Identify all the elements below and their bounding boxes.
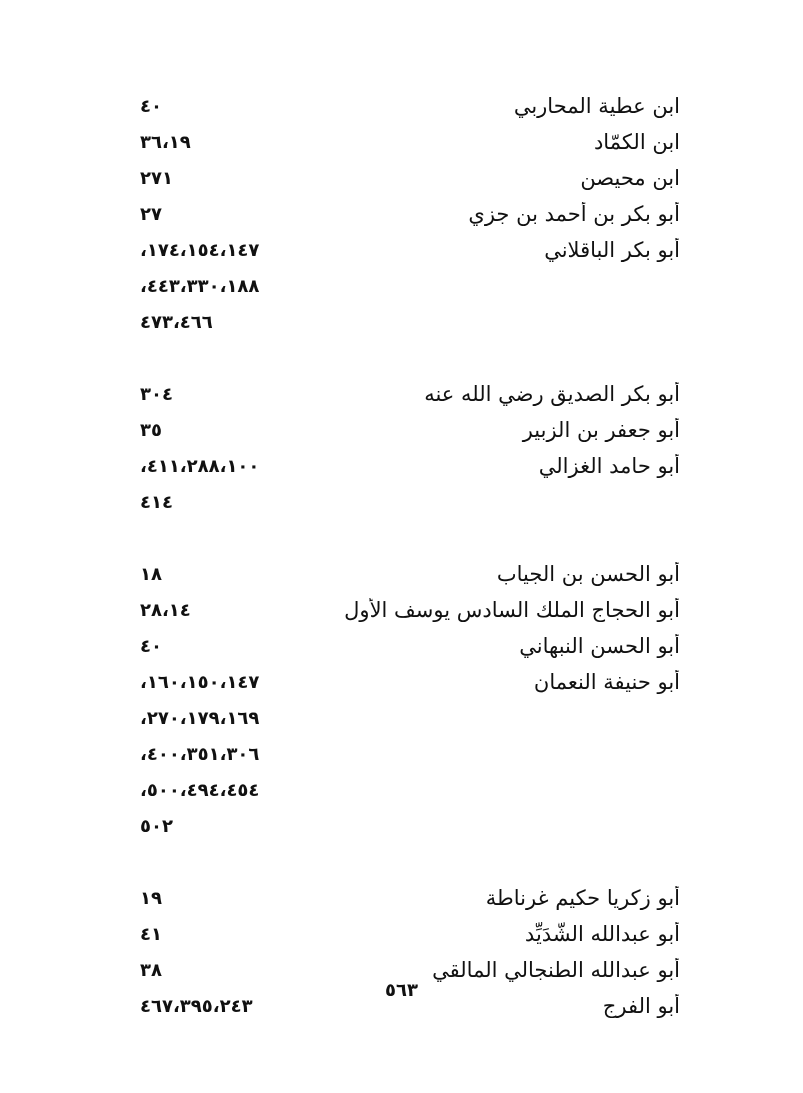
entry-pages: ٤١٤ bbox=[140, 491, 173, 513]
entry-name: أبو بكر بن أحمد بن جزي bbox=[468, 202, 680, 226]
entry-pages: ١٩ bbox=[140, 887, 162, 909]
entry-name: ابن عطية المحاربي bbox=[513, 94, 680, 118]
entry-pages: ٢٨،١٤ bbox=[140, 599, 191, 621]
index-row bbox=[60, 232, 680, 268]
index-row bbox=[60, 880, 680, 916]
entry-name: أبو الحجاج الملك السادس يوسف الأول bbox=[344, 598, 680, 622]
entry-name: أبو حامد الغزالي bbox=[538, 454, 680, 478]
index-row bbox=[60, 664, 680, 700]
index-row bbox=[60, 556, 680, 592]
entry-name: ابن الكمّاد bbox=[593, 130, 680, 154]
entry-pages: ٤٠٠،٣٥١،٣٠٦، bbox=[140, 743, 260, 765]
entry-pages: ١٧٤،١٥٤،١٤٧، bbox=[140, 239, 260, 261]
index-row bbox=[60, 124, 680, 160]
entry-name: أبو عبدالله الطنجالي المالقي bbox=[432, 958, 680, 982]
entry-pages: ٤٠ bbox=[140, 95, 162, 117]
entry-pages: ٢٧٠،١٧٩،١٦٩، bbox=[140, 707, 260, 729]
entry-pages: ١٨ bbox=[140, 563, 162, 585]
entry-pages: ٣٦،١٩ bbox=[140, 131, 191, 153]
entry-name: أبو الحسن بن الجياب bbox=[496, 562, 680, 586]
index-row bbox=[60, 916, 680, 952]
entry-name: أبو الفرج bbox=[602, 994, 680, 1018]
entry-name: ابن محيصن bbox=[580, 166, 680, 190]
entry-pages: ٣٨ bbox=[140, 959, 162, 981]
index-row bbox=[60, 484, 680, 520]
index-row bbox=[60, 592, 680, 628]
index-row bbox=[60, 808, 680, 844]
entry-pages: ٥٠٢ bbox=[140, 815, 173, 837]
index-row bbox=[60, 520, 680, 556]
entry-pages: ٥٠٠،٤٩٤،٤٥٤، bbox=[140, 779, 260, 801]
entry-pages: ٤٤٣،٣٣٠،١٨٨، bbox=[140, 275, 260, 297]
entry-pages: ٢٧١ bbox=[140, 167, 173, 189]
index-row bbox=[60, 772, 680, 808]
entry-name: أبو الحسن النبهاني bbox=[519, 634, 680, 658]
index-row bbox=[60, 268, 680, 304]
entry-pages: ٤٧٣،٤٦٦ bbox=[140, 311, 213, 333]
entry-pages: ٣٠٤ bbox=[140, 383, 173, 405]
index-row bbox=[60, 736, 680, 772]
entry-pages: ١٦٠،١٥٠،١٤٧، bbox=[140, 671, 260, 693]
entry-name: أبو بكر الصديق رضي الله عنه bbox=[424, 382, 680, 406]
index-row bbox=[60, 700, 680, 736]
entry-pages: ٤١ bbox=[140, 923, 162, 945]
index-row bbox=[60, 304, 680, 340]
entry-pages: ٤٠ bbox=[140, 635, 162, 657]
entry-name: أبو عبدالله الشُّدَيِّد bbox=[524, 922, 680, 946]
index-row bbox=[60, 628, 680, 664]
entry-name: أبو جعفر بن الزبير bbox=[522, 418, 680, 442]
index-list bbox=[60, 88, 680, 1024]
entry-pages: ٢٧ bbox=[140, 203, 162, 225]
index-row bbox=[60, 448, 680, 484]
index-row bbox=[60, 196, 680, 232]
index-row bbox=[60, 88, 680, 124]
index-row bbox=[60, 844, 680, 880]
index-row bbox=[60, 412, 680, 448]
entry-name: أبو بكر الباقلاني bbox=[544, 238, 680, 262]
index-row bbox=[60, 160, 680, 196]
entry-name: أبو زكريا حكيم غرناطة bbox=[485, 886, 680, 910]
page-number: ٥٦٣ bbox=[385, 980, 418, 1001]
index-row bbox=[60, 340, 680, 376]
entry-name: أبو حنيفة النعمان bbox=[533, 670, 680, 694]
index-row bbox=[60, 376, 680, 412]
entry-pages: ٣٥ bbox=[140, 419, 162, 441]
entry-pages: ٤١١،٢٨٨،١٠٠، bbox=[140, 455, 260, 477]
entry-pages: ٤٦٧،٣٩٥،٢٤٣ bbox=[140, 995, 253, 1017]
